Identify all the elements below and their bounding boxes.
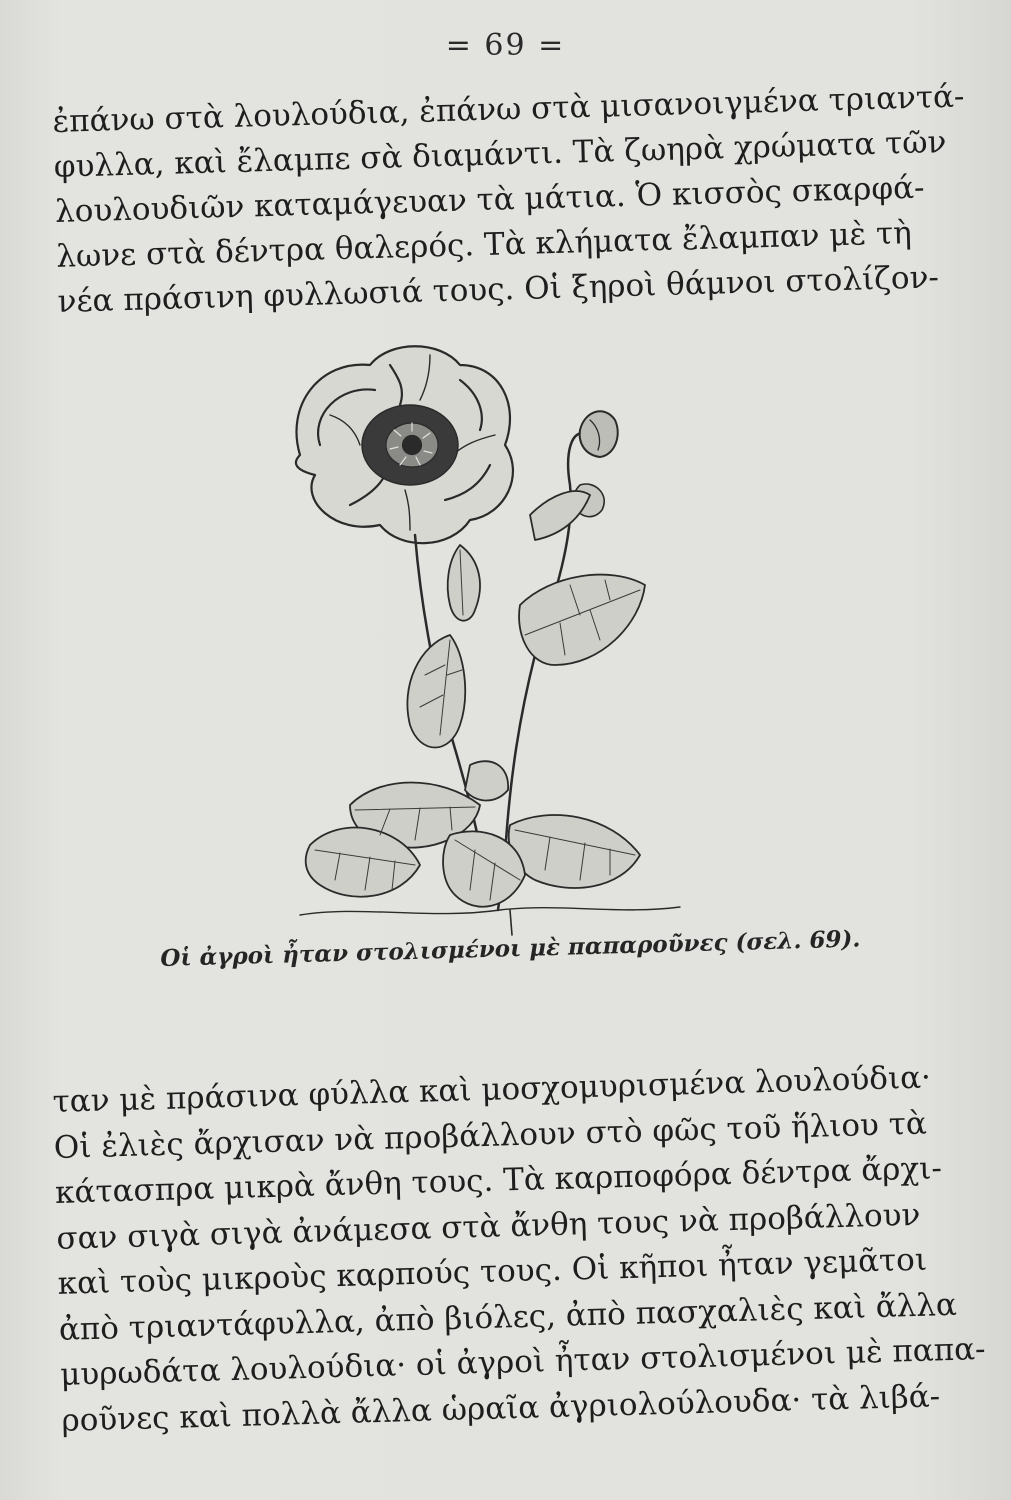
figure-caption: Οἱ ἀγροὶ ἦταν στολισμένοι μὲ παπαροῦνες (σελ. 69). [160, 925, 861, 972]
page-number: = 69 = [445, 28, 566, 63]
text-line: νέα πράσινη φυλλωσιά τους. Οἱ ξηροὶ θάμνοι στολίζον- [57, 259, 940, 320]
ground [300, 907, 680, 915]
text-line: Οἱ ἐλιὲς ἄρχισαν νὰ προβάλλουν στὸ φῶς τοῦ ἥλιου τὰ [53, 1105, 928, 1166]
text-line: σαν σιγὰ σιγὰ ἀνάμεσα στὰ ἄνθη τους νὰ προβάλλουν [55, 1196, 921, 1257]
text-line: λωνε στὰ δέντρα θαλερός. Τὰ κλήματα ἔλαμπαν μὲ τὴ [55, 215, 913, 275]
text-line: ροῦνες καὶ πολλὰ ἄλλα ὡραῖα ἀγριολούλουδα· τὰ λιβά- [61, 1377, 941, 1439]
text-line: καὶ τοὺς μικροὺς καρπούς τους. Οἱ κῆποι ἦταν γεμᾶτοι [57, 1241, 928, 1302]
top-paragraph [52, 75, 965, 325]
text-line: κάτασπρα μικρὰ ἄνθη τους. Τὰ καρποφόρα δέντρα ἄρχι- [54, 1150, 943, 1211]
bottom-paragraph [52, 1055, 986, 1444]
text-line: ἀπὸ τριαντάφυλλα, ἀπὸ βιόλες, ἀπὸ πασχαλιὲς καὶ ἄλλα [58, 1286, 958, 1348]
text-line: μυρωδάτα λουλούδια· οἱ ἀγροὶ ἦταν στολισμένοι μὲ παπα- [59, 1331, 986, 1393]
text-line: ταν μὲ πράσινα φύλλα καὶ μοσχομυρισμένα λουλούδια· [52, 1059, 932, 1120]
text-line: ἐπάνω στὰ λουλούδια, ἐπάνω στὰ μισανοιγμένα τριαντά- [52, 78, 965, 140]
poppy-flower [296, 346, 513, 543]
poppy-illustration [280, 335, 700, 945]
text-line: λουλουδιῶν καταμάγευαν τὰ μάτια. Ὁ κισσὸς σκαρφά- [54, 169, 925, 230]
text-line: φυλλα, καὶ ἔλαμπε σὰ διαμάντι. Τὰ ζωηρὰ χρώματα τῶν [53, 124, 947, 185]
serrated-leaves [306, 491, 645, 907]
